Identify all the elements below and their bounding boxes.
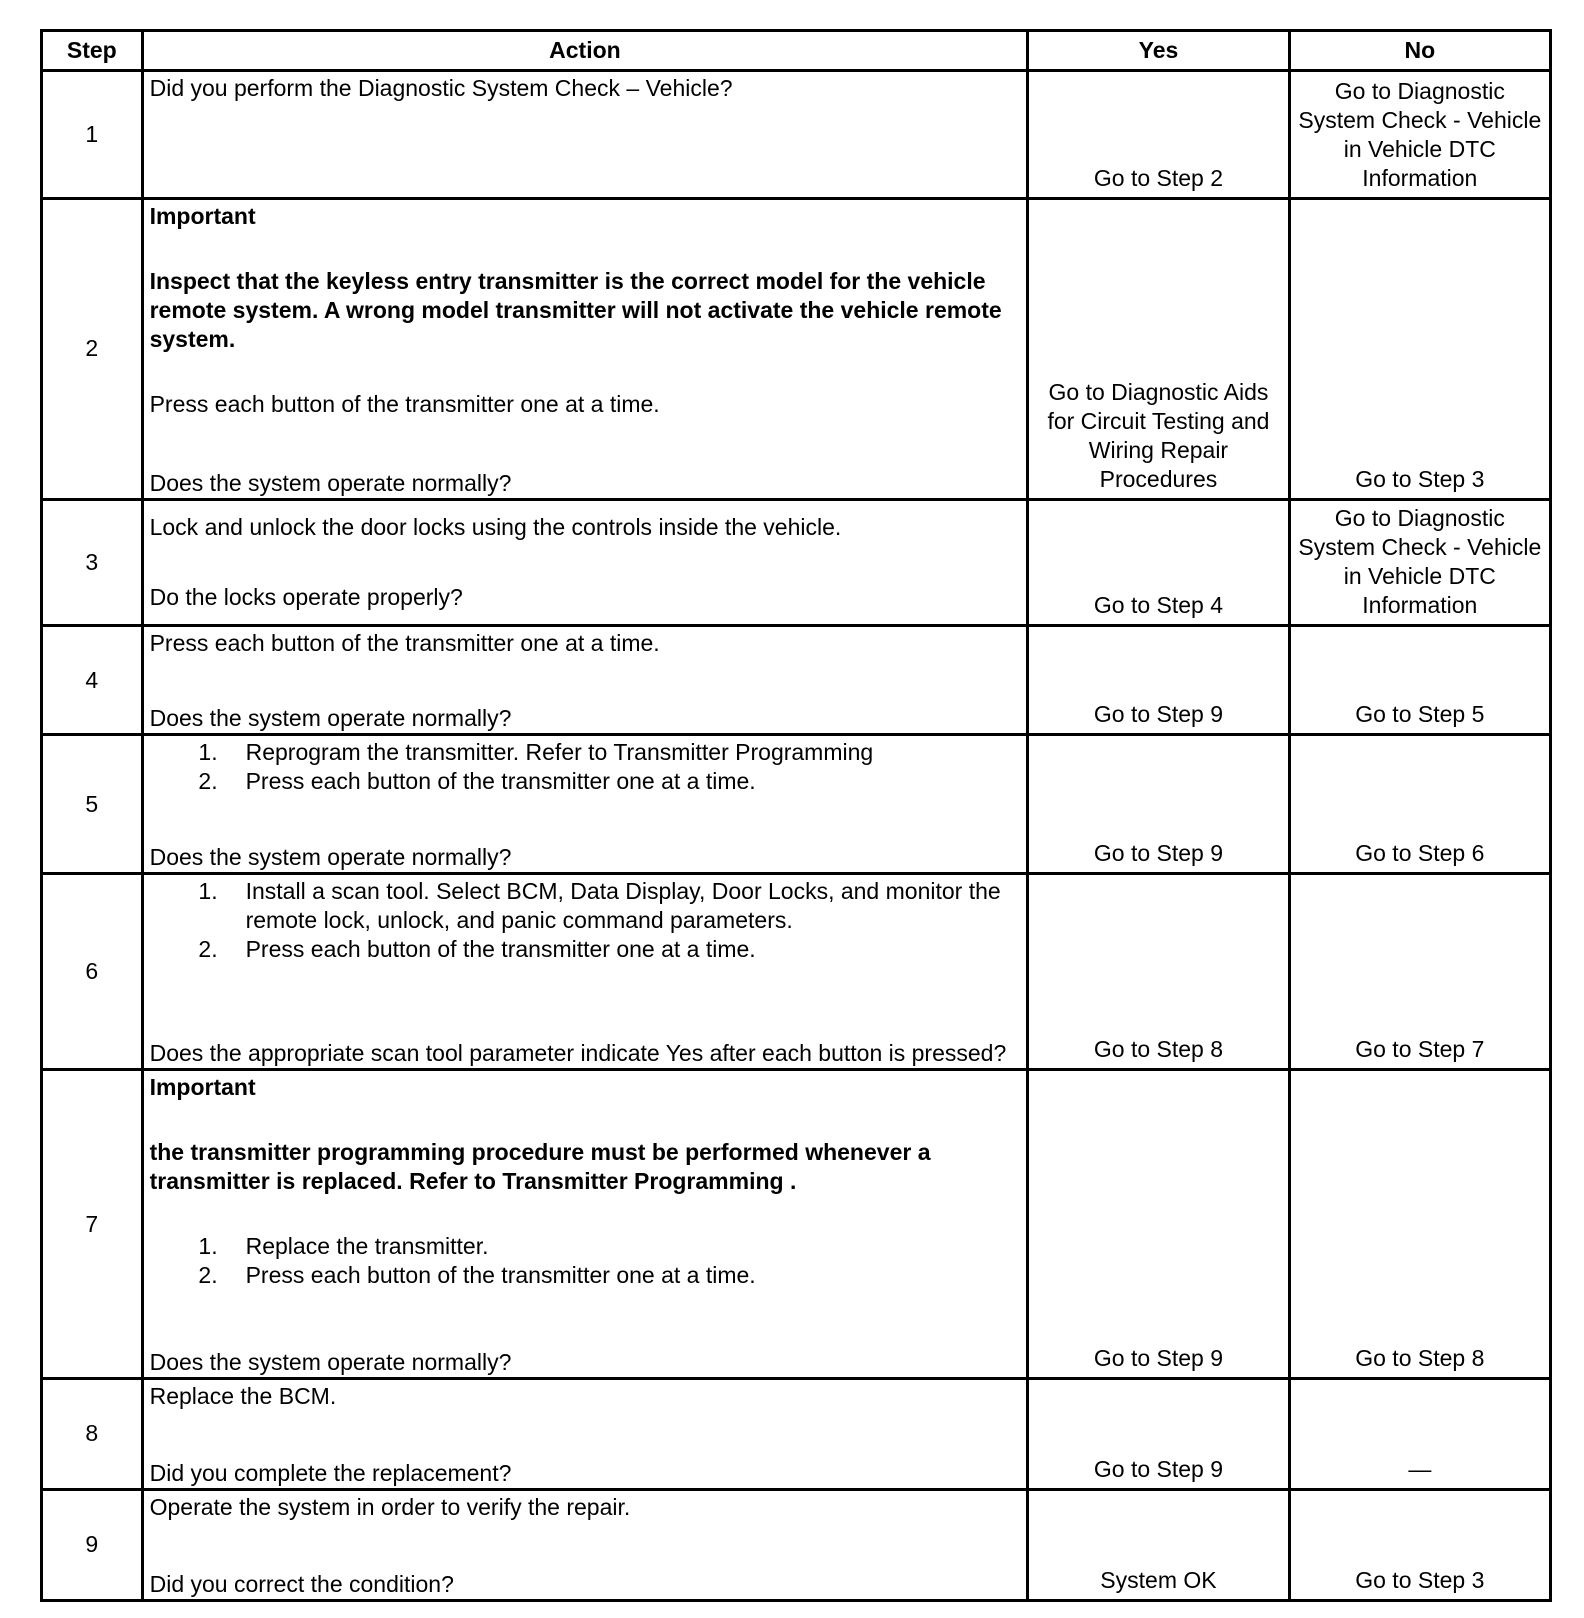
list-item-number: 1. xyxy=(198,878,218,905)
action-cell xyxy=(142,735,1028,874)
action-instruction: Operate the system in order to verify the repair. xyxy=(149,1493,631,1520)
action-cell xyxy=(142,71,1028,199)
action-cell xyxy=(142,499,1028,625)
step-number: 7 xyxy=(42,1070,143,1378)
step-number: 3 xyxy=(42,499,143,625)
yes-result: Go to Step 9 xyxy=(1028,735,1289,874)
diagnostic-table xyxy=(40,29,1552,1602)
no-result: — xyxy=(1289,1378,1550,1489)
important-label: Important xyxy=(149,202,256,229)
no-result: Go to Step 3 xyxy=(1289,1489,1550,1600)
list-item xyxy=(150,738,1021,767)
action-cell xyxy=(142,1378,1028,1489)
step-number: 5 xyxy=(42,735,143,874)
list-item-text: Press each button of the transmitter one at a time. xyxy=(245,768,756,795)
important-text: Inspect that the keyless entry transmitter is the correct model for the vehicle remote system. A wrong model transmitter will not activate the vehicle remote system. xyxy=(149,267,1002,352)
yes-result: Go to Step 9 xyxy=(1028,626,1289,735)
action-question: Did you perform the Diagnostic System Check – Vehicle? xyxy=(149,75,733,101)
list-item-text: Press each button of the transmitter one at a time. xyxy=(245,936,756,963)
no-result: Go to Diagnostic System Check - Vehicle in Vehicle DTC Information xyxy=(1289,71,1550,199)
numbered-list xyxy=(150,877,1021,964)
no-result: Go to Step 7 xyxy=(1289,874,1550,1070)
yes-result: Go to Step 8 xyxy=(1028,874,1289,1070)
list-item xyxy=(150,1261,1021,1290)
action-question: Does the system operate normally? xyxy=(149,705,512,732)
action-cell xyxy=(142,198,1028,499)
header-yes: Yes xyxy=(1028,31,1289,71)
no-result: Go to Step 5 xyxy=(1289,626,1550,735)
action-question: Do the locks operate properly? xyxy=(149,584,463,611)
table-row xyxy=(42,1378,1551,1489)
action-instruction: Press each button of the transmitter one at a time. xyxy=(149,630,660,657)
table-row xyxy=(42,626,1551,735)
important-label: Important xyxy=(149,1074,256,1101)
action-instruction: Press each button of the transmitter one at a time. xyxy=(149,390,660,417)
list-item-text: Reprogram the transmitter. Refer to Transmitter Programming xyxy=(245,739,874,766)
action-question: Did you correct the condition? xyxy=(149,1571,454,1597)
table-row xyxy=(42,1489,1551,1600)
list-item-text: Install a scan tool. Select BCM, Data Display, Door Locks, and monitor the remote lock, unlock, and panic command parameters. xyxy=(245,878,1001,934)
header-row xyxy=(42,31,1551,71)
table-row xyxy=(42,71,1551,199)
action-cell xyxy=(142,626,1028,735)
action-cell xyxy=(142,1070,1028,1378)
step-number: 6 xyxy=(42,874,143,1070)
action-instruction: Replace the BCM. xyxy=(149,1382,337,1409)
important-text: the transmitter programming procedure must be performed whenever a transmitter is replaced. Refer to Transmitter Programming . xyxy=(149,1139,931,1195)
yes-result: Go to Step 9 xyxy=(1028,1070,1289,1378)
numbered-list xyxy=(150,1232,1021,1290)
header-no: No xyxy=(1289,31,1550,71)
step-number: 2 xyxy=(42,198,143,499)
action-cell xyxy=(142,874,1028,1070)
yes-result: System OK xyxy=(1028,1489,1289,1600)
yes-result: Go to Step 9 xyxy=(1028,1378,1289,1489)
yes-result: Go to Step 4 xyxy=(1028,499,1289,625)
table-row xyxy=(42,499,1551,625)
yes-result: Go to Step 2 xyxy=(1028,71,1289,199)
list-item-number: 1. xyxy=(198,739,218,766)
no-result: Go to Diagnostic System Check - Vehicle in Vehicle DTC Information xyxy=(1289,499,1550,625)
list-item-number: 2. xyxy=(198,1262,218,1289)
table-row xyxy=(42,735,1551,874)
table-row xyxy=(42,874,1551,1070)
step-number: 9 xyxy=(42,1489,143,1600)
yes-result: Go to Diagnostic Aids for Circuit Testing and Wiring Repair Procedures xyxy=(1028,198,1289,499)
table-row xyxy=(42,1070,1551,1378)
step-number: 1 xyxy=(42,71,143,199)
action-question: Does the system operate normally? xyxy=(149,1348,512,1375)
numbered-list xyxy=(150,738,1021,796)
action-instruction: Lock and unlock the door locks using the controls inside the vehicle. xyxy=(149,513,842,540)
action-question: Does the system operate normally? xyxy=(149,469,512,496)
step-number: 4 xyxy=(42,626,143,735)
list-item xyxy=(150,935,1021,964)
list-item-number: 2. xyxy=(198,768,218,795)
no-result: Go to Step 3 xyxy=(1289,198,1550,499)
list-item-text: Press each button of the transmitter one at a time. xyxy=(245,1262,756,1289)
list-item xyxy=(150,1232,1021,1261)
list-item-number: 1. xyxy=(198,1233,218,1260)
table-row xyxy=(42,198,1551,499)
list-item-number: 2. xyxy=(198,936,218,963)
action-question: Does the appropriate scan tool parameter indicate Yes after each button is pressed? xyxy=(149,1040,1007,1067)
list-item xyxy=(150,767,1021,796)
step-number: 8 xyxy=(42,1378,143,1489)
list-item-text: Replace the transmitter. xyxy=(245,1233,489,1260)
header-action: Action xyxy=(142,31,1028,71)
list-item xyxy=(150,877,1021,935)
no-result: Go to Step 8 xyxy=(1289,1070,1550,1378)
action-cell xyxy=(142,1489,1028,1600)
action-question: Did you complete the replacement? xyxy=(149,1459,512,1486)
action-question: Does the system operate normally? xyxy=(149,844,512,871)
header-step: Step xyxy=(42,31,143,71)
no-result: Go to Step 6 xyxy=(1289,735,1550,874)
